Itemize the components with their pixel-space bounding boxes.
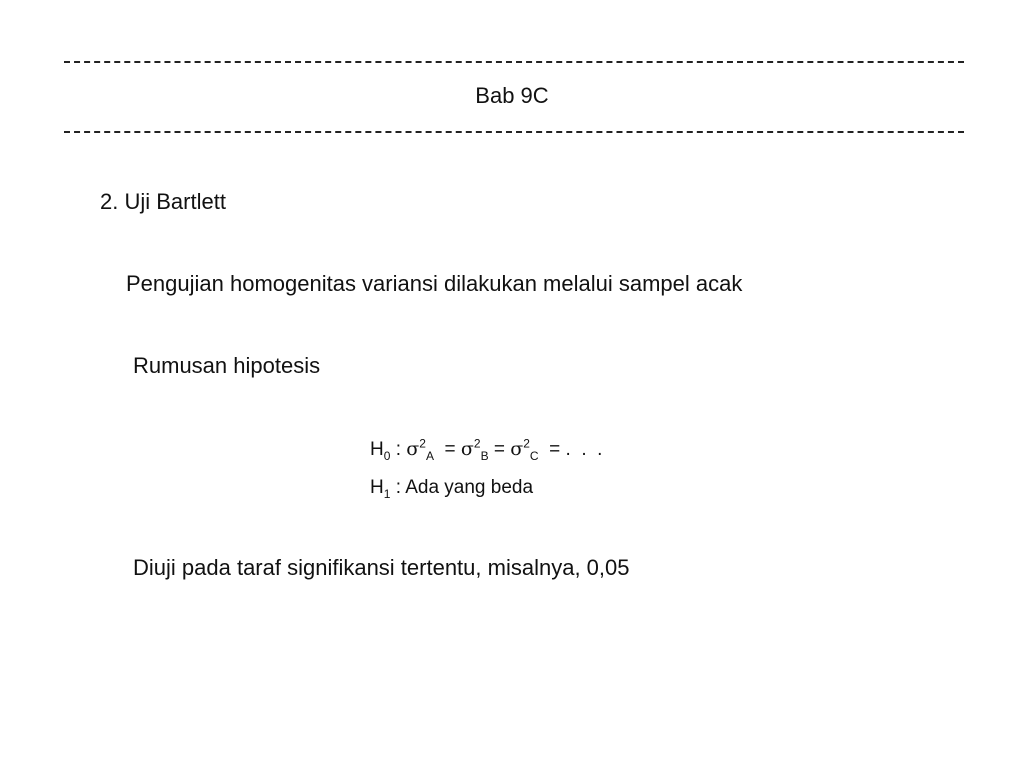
sigma-b-symbol: σ <box>460 438 474 460</box>
hypothesis-heading: Rumusan hipotesis <box>133 353 321 378</box>
h0-subscript: 0 <box>383 448 391 463</box>
sigma-a-subscript: A <box>425 448 434 463</box>
h0-tail: = . . . <box>538 439 603 460</box>
equals-2: = <box>488 439 511 460</box>
sigma-a-power: 2 <box>419 436 426 451</box>
alternative-hypothesis <box>370 476 533 500</box>
section-heading: 2. Uji Bartlett <box>100 189 226 214</box>
sigma-a-symbol: σ <box>406 438 420 460</box>
sigma-c-symbol: σ <box>510 438 524 460</box>
null-hypothesis <box>370 437 602 462</box>
h0-symbol: H <box>370 439 384 460</box>
significance-level-text: Diuji pada taraf signifikansi tertentu, misalnya, 0,05 <box>133 555 630 580</box>
h1-subscript: 1 <box>383 486 391 501</box>
top-dashed-rule <box>64 61 964 63</box>
equals-1: = <box>433 439 461 460</box>
chapter-title: Bab 9C <box>475 83 549 108</box>
sigma-c-subscript: C <box>529 448 539 463</box>
h1-symbol: H <box>370 477 384 498</box>
sigma-b-subscript: B <box>480 448 489 463</box>
sigma-c-power: 2 <box>523 436 530 451</box>
h1-text: : Ada yang beda <box>390 477 534 498</box>
h0-colon: : <box>390 439 407 460</box>
sigma-b-power: 2 <box>473 436 481 451</box>
bottom-dashed-rule <box>64 131 964 133</box>
intro-text: Pengujian homogenitas variansi dilakukan melalui sampel acak <box>126 271 743 296</box>
